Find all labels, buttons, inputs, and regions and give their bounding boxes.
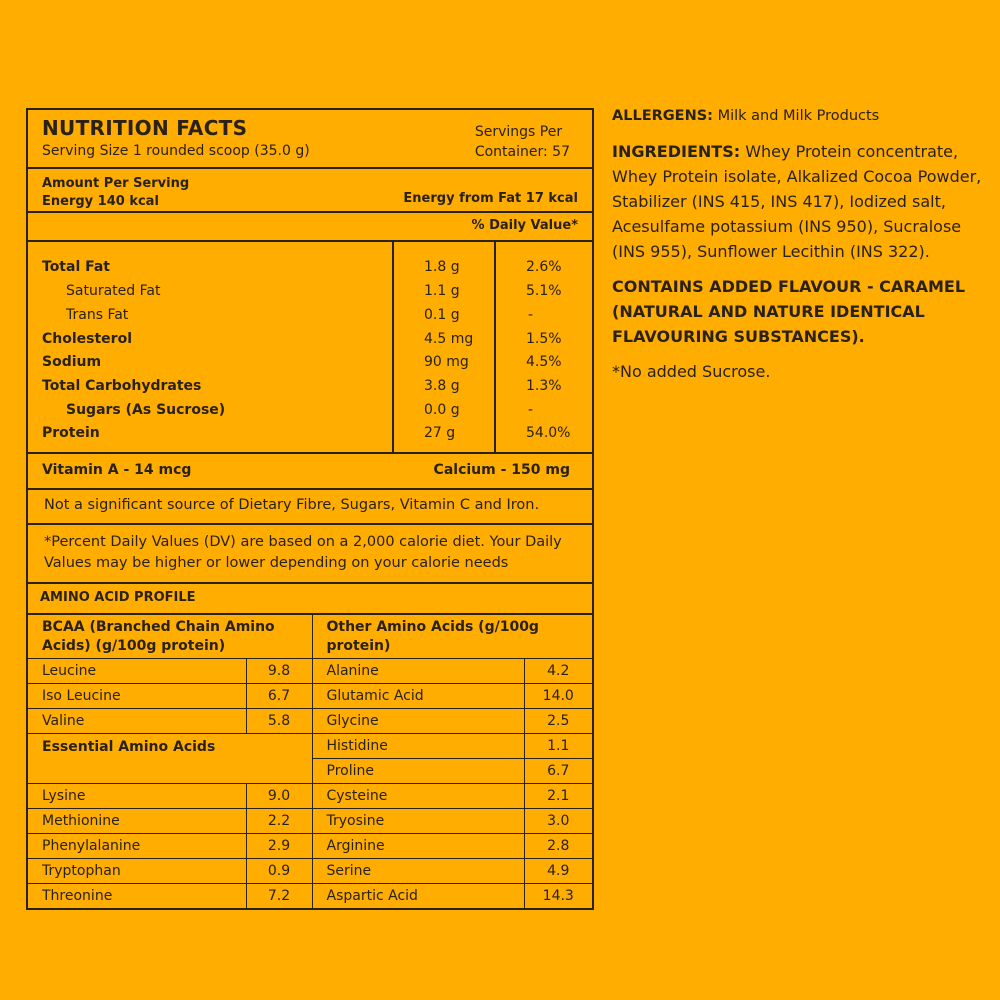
- table-row: [28, 709, 592, 734]
- nutrient-name: Total Fat: [42, 259, 111, 275]
- amino-value: 2.9: [246, 834, 312, 859]
- amino-value: 9.0: [246, 784, 312, 809]
- serving-size: Serving Size 1 rounded scoop (35.0 g): [42, 143, 310, 159]
- not-significant-text: Not a significant source of Dietary Fibre, Sugars, Vitamin C and Iron.: [44, 497, 540, 513]
- amino-value: 2.1: [524, 784, 592, 809]
- daily-value-header-row: [28, 213, 592, 242]
- amino-value: 2.8: [524, 834, 592, 859]
- amino-name: Methionine: [28, 809, 246, 834]
- nutrient-dv: 1.3%: [526, 378, 562, 394]
- amino-name: Serine: [312, 859, 524, 884]
- amino-value: 4.2: [524, 659, 592, 684]
- nutrient-amount: 1.8 g: [424, 259, 460, 275]
- amount-per-serving: Amount Per Serving: [42, 176, 190, 191]
- nutrition-facts-panel: [26, 108, 594, 910]
- table-row: [28, 784, 592, 809]
- servings-per-line1: Servings Per: [474, 124, 563, 140]
- amino-name: Leucine: [28, 659, 246, 684]
- sucrose-note: *No added Sucrose.: [612, 362, 771, 381]
- amount-section: [28, 169, 592, 213]
- amino-name: Iso Leucine: [28, 684, 246, 709]
- nutrient-name: Sugars (As Sucrose): [66, 402, 226, 418]
- table-row: [28, 809, 592, 834]
- amino-value: 7.2: [246, 884, 312, 909]
- nutrient-dv: 4.5%: [526, 354, 562, 370]
- amino-name: Glycine: [312, 709, 524, 734]
- nutrient-amount: 1.1 g: [424, 283, 460, 299]
- ingredients-label: INGREDIENTS:: [612, 142, 741, 161]
- table-row: [28, 884, 592, 909]
- table-row: [28, 859, 592, 884]
- nutrient-amount: 27 g: [424, 425, 456, 441]
- amino-name: Aspartic Acid: [312, 884, 524, 909]
- amino-name: Lysine: [28, 784, 246, 809]
- amino-name: Arginine: [312, 834, 524, 859]
- nutrient-name: Saturated Fat: [66, 283, 161, 299]
- energy-from-fat: Energy from Fat 17 kcal: [403, 191, 578, 206]
- amino-name: Valine: [28, 709, 246, 734]
- amino-name: Histidine: [312, 734, 524, 759]
- vitamin-a: Vitamin A - 14 mcg: [42, 462, 192, 478]
- amino-name: Alanine: [312, 659, 524, 684]
- table-row: [28, 684, 592, 709]
- nutrient-amount: 90 mg: [424, 354, 469, 370]
- amino-name: Tryptophan: [28, 859, 246, 884]
- nutrient-name: Trans Fat: [66, 307, 129, 323]
- amino-value: 6.7: [246, 684, 312, 709]
- product-info: [612, 104, 984, 394]
- amino-acid-table-section: [28, 615, 592, 908]
- amino-value: 9.8: [246, 659, 312, 684]
- nutrition-title: NUTRITION FACTS: [42, 116, 248, 140]
- table-row: [28, 834, 592, 859]
- allergens-text: Milk and Milk Products: [712, 108, 880, 124]
- daily-value-header: % Daily Value*: [471, 218, 578, 233]
- amino-acid-profile-header: [28, 584, 592, 615]
- allergens: [612, 104, 984, 129]
- ingredients-text: Whey Protein concentrate, Whey Protein isolate, Alkalized Cocoa Powder, Stabilizer (INS 415, INS 417), Iodized salt, Acesulfame potassium (INS 950), Sucralose (INS 955), Sunflower Lecithin (INS 322).: [612, 142, 982, 261]
- essential-amino-header: Essential Amino Acids: [28, 734, 312, 784]
- nutrient-name: Sodium: [42, 354, 102, 370]
- amino-name: Tryosine: [312, 809, 524, 834]
- amino-value: 2.2: [246, 809, 312, 834]
- not-significant-row: [28, 490, 592, 525]
- amino-value: 14.0: [524, 684, 592, 709]
- amino-value: 2.5: [524, 709, 592, 734]
- ingredients: [612, 139, 984, 264]
- amino-acid-profile-title: AMINO ACID PROFILE: [40, 590, 196, 605]
- daily-value-footnote: *Percent Daily Values (DV) are based on a 2,000 calorie diet. Your Daily Values may be higher or lower depending on your calorie needs: [44, 534, 562, 571]
- allergens-label: ALLERGENS:: [612, 108, 713, 124]
- nutrient-dv: 2.6%: [526, 259, 562, 275]
- other-amino-header: Other Amino Acids (g/100g protein): [312, 615, 592, 659]
- nutrient-dv: 54.0%: [526, 425, 571, 441]
- amino-name: Phenylalanine: [28, 834, 246, 859]
- energy: Energy 140 kcal: [42, 194, 159, 209]
- amino-value: 14.3: [524, 884, 592, 909]
- servings-per-container: [475, 122, 570, 162]
- nutrient-name: Cholesterol: [42, 331, 132, 347]
- nutrient-amount: 0.1 g: [424, 307, 460, 323]
- amino-name: Proline: [312, 759, 524, 784]
- nutrient-dv: -: [528, 307, 534, 323]
- nutrient-amount: 0.0 g: [424, 402, 460, 418]
- calcium: Calcium - 150 mg: [433, 462, 570, 478]
- amino-name: Cysteine: [312, 784, 524, 809]
- amino-value: 4.9: [524, 859, 592, 884]
- amino-acid-table: [28, 615, 592, 908]
- flavour-statement: CONTAINS ADDED FLAVOUR - CARAMEL (NATURAL AND NATURE IDENTICAL FLAVOURING SUBSTANCES).: [612, 277, 966, 346]
- vitamin-row: [28, 454, 592, 490]
- amino-value: 1.1: [524, 734, 592, 759]
- nutrient-dv: -: [528, 402, 534, 418]
- daily-value-footnote-row: [28, 525, 592, 584]
- amino-value: 3.0: [524, 809, 592, 834]
- nutrient-dv: 5.1%: [526, 283, 562, 299]
- bcaa-header: BCAA (Branched Chain Amino Acids) (g/100g protein): [28, 615, 312, 659]
- table-row: [28, 734, 592, 759]
- amino-value: 0.9: [246, 859, 312, 884]
- amino-value: 6.7: [524, 759, 592, 784]
- nutrient-amount: 4.5 mg: [424, 331, 474, 347]
- table-row: [28, 659, 592, 684]
- amino-value: 5.8: [246, 709, 312, 734]
- table-row: [28, 615, 592, 659]
- servings-per-line2: Container: 57: [474, 144, 570, 160]
- nutrient-name: Protein: [42, 425, 100, 441]
- nutrient-dv: 1.5%: [526, 331, 562, 347]
- nutrient-name: Total Carbohydrates: [42, 378, 202, 394]
- amino-name: Threonine: [28, 884, 246, 909]
- nutrient-table: [28, 242, 592, 454]
- nutrient-amount: 3.8 g: [424, 378, 460, 394]
- amino-name: Glutamic Acid: [312, 684, 524, 709]
- nutrition-header: [28, 110, 592, 169]
